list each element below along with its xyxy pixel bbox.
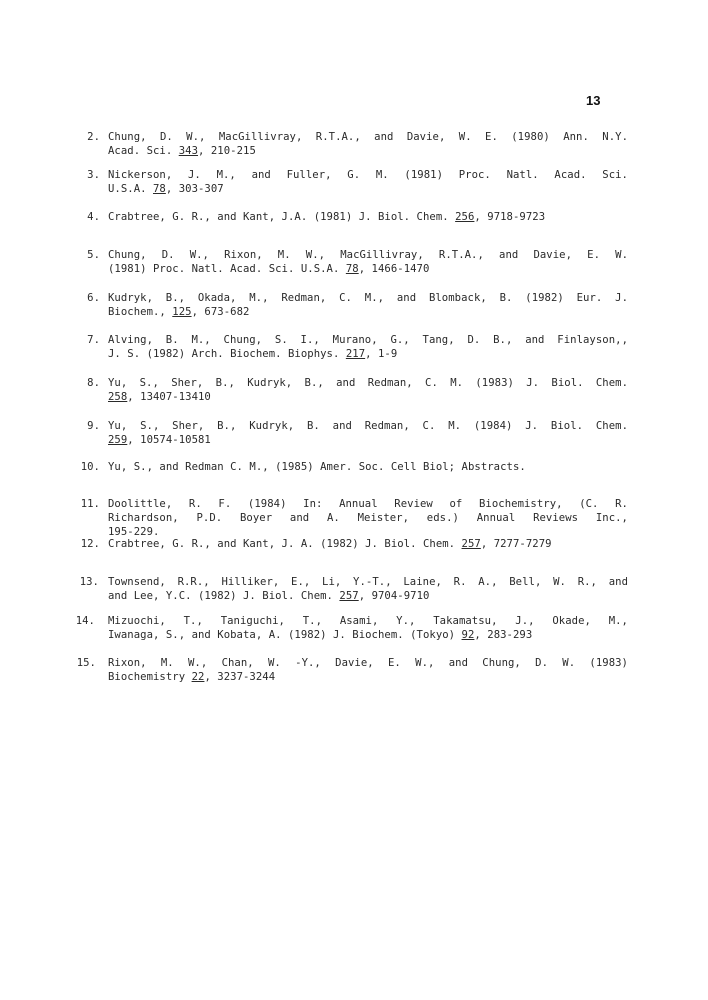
reference-text: , 3237-3244 <box>204 671 276 683</box>
reference-text: Nickerson, J. M., and Fuller, G. M. (1981) Proc. Natl. Acad. Sci. <box>108 169 628 181</box>
volume-number: 256 <box>455 211 475 223</box>
reference-line <box>108 376 628 390</box>
reference-entry <box>87 210 628 224</box>
reference-number: 2. <box>87 131 100 143</box>
reference-text: 195-229. <box>108 526 160 538</box>
reference-text: , 9704-9710 <box>358 590 430 602</box>
reference-entry <box>75 614 628 642</box>
reference-entry <box>80 537 628 551</box>
reference-line <box>108 628 628 642</box>
reference-number: 12. <box>80 538 100 550</box>
reference-entry <box>87 291 628 319</box>
reference-entry <box>80 497 628 539</box>
reference-text: Iwanaga, S., and Kobata, A. (1982) J. Biochem. (Tokyo) <box>108 629 462 641</box>
reference-text: Acad. Sci. <box>108 145 179 157</box>
reference-line <box>108 333 628 347</box>
reference-line <box>108 656 628 670</box>
volume-number: 257 <box>339 590 359 602</box>
reference-line <box>108 497 628 511</box>
reference-number: 6. <box>87 292 100 304</box>
reference-line <box>108 419 628 433</box>
reference-line <box>108 670 628 684</box>
reference-text: Biochemistry <box>108 671 192 683</box>
reference-entry <box>87 130 628 158</box>
reference-line <box>108 262 628 276</box>
reference-text: , 1466-1470 <box>358 263 430 275</box>
reference-text: , 210-215 <box>198 145 256 157</box>
volume-number: 22 <box>191 671 205 683</box>
reference-text: Townsend, R.R., Hilliker, E., Li, Y.-T., Laine, R. A., Bell, W. R., and <box>108 576 628 588</box>
reference-entry <box>87 168 628 196</box>
reference-line <box>108 144 628 158</box>
reference-text: , 283-293 <box>474 629 533 641</box>
reference-text: , 7277-7279 <box>480 538 552 550</box>
volume-number: 258 <box>108 391 128 403</box>
reference-number: 10. <box>80 461 100 473</box>
reference-line <box>108 433 628 447</box>
reference-text: Rixon, M. W., Chan, W. -Y., Davie, E. W., and Chung, D. W. (1983) <box>108 657 628 669</box>
volume-number: 78 <box>153 183 166 195</box>
reference-entry <box>87 333 628 361</box>
reference-text: U.S.A. <box>108 183 153 195</box>
reference-number: 13. <box>79 576 99 588</box>
reference-number: 5. <box>87 249 100 261</box>
reference-text: , 10574-10581 <box>127 434 211 446</box>
reference-number: 4. <box>87 211 100 223</box>
reference-entry <box>76 656 628 684</box>
reference-text: Yu, S., Sher, B., Kudryk, B. and Redman, C. M. (1984) J. Biol. Chem. <box>108 420 628 432</box>
reference-number: 8. <box>87 377 100 389</box>
volume-number: 217 <box>345 348 366 360</box>
reference-number: 15. <box>76 657 96 669</box>
volume-number: 343 <box>178 145 199 157</box>
volume-number: 257 <box>461 538 481 550</box>
reference-text: J. S. (1982) Arch. Biochem. Biophys. <box>108 348 346 360</box>
reference-text: Doolittle, R. F. (1984) In: Annual Review of Biochemistry, (C. R. <box>108 498 628 510</box>
reference-line <box>108 130 628 144</box>
reference-text: , 1-9 <box>365 348 398 360</box>
reference-text: Crabtree, G. R., and Kant, J.A. (1981) J. Biol. Chem. <box>108 211 456 223</box>
page-number: 13 <box>586 93 601 108</box>
reference-text: Crabtree, G. R., and Kant, J. A. (1982) J. Biol. Chem. <box>108 538 462 550</box>
reference-text: Yu, S., and Redman C. M., (1985) Amer. Soc. Cell Biol; Abstracts. <box>108 461 526 473</box>
reference-entry <box>87 248 628 276</box>
volume-number: 125 <box>172 306 192 318</box>
reference-line <box>108 210 628 224</box>
reference-line <box>108 347 628 361</box>
reference-entry <box>80 460 628 474</box>
reference-line <box>108 248 628 262</box>
reference-text: , 303-307 <box>165 183 224 195</box>
volume-number: 259 <box>108 434 128 446</box>
reference-number: 14. <box>75 615 95 627</box>
reference-number: 7. <box>87 334 100 346</box>
reference-number: 9. <box>87 420 100 432</box>
reference-text: Chung, D. W., Rixon, M. W., MacGillivray, R.T.A., and Davie, E. W. <box>108 249 628 261</box>
reference-text: Richardson, P.D. Boyer and A. Meister, eds.) Annual Reviews Inc., <box>108 512 628 524</box>
reference-line <box>108 575 628 589</box>
reference-text: Chung, D. W., MacGillivray, R.T.A., and Davie, W. E. (1980) Ann. N.Y. <box>108 131 628 143</box>
reference-entry <box>87 419 628 447</box>
reference-line <box>108 168 628 182</box>
reference-entry <box>87 376 628 404</box>
reference-text: , 9718-9723 <box>474 211 546 223</box>
reference-line <box>108 390 628 404</box>
volume-number: 92 <box>461 629 475 641</box>
reference-line <box>108 589 628 603</box>
reference-text: Yu, S., Sher, B., Kudryk, B., and Redman, C. M. (1983) J. Biol. Chem. <box>108 377 628 389</box>
reference-text: , 673-682 <box>191 306 250 318</box>
reference-entry <box>79 575 628 603</box>
reference-text: and Lee, Y.C. (1982) J. Biol. Chem. <box>108 590 340 602</box>
reference-number: 3. <box>87 169 100 181</box>
reference-line <box>108 511 628 525</box>
reference-line <box>108 614 628 628</box>
reference-line <box>108 460 628 474</box>
reference-number: 11. <box>80 498 100 510</box>
reference-line <box>108 291 628 305</box>
reference-text: Biochem., <box>108 306 173 318</box>
reference-text: , 13407-13410 <box>127 391 211 403</box>
reference-text: (1981) Proc. Natl. Acad. Sci. U.S.A. <box>108 263 346 275</box>
reference-text: Mizuochi, T., Taniguchi, T., Asami, Y., Takamatsu, J., Okade, M., <box>108 615 628 627</box>
reference-text: Alving, B. M., Chung, S. I., Murano, G., Tang, D. B., and Finlayson,, <box>108 334 628 346</box>
reference-line <box>108 305 628 319</box>
reference-line <box>108 182 628 196</box>
volume-number: 78 <box>345 263 359 275</box>
reference-line <box>108 537 628 551</box>
reference-text: Kudryk, B., Okada, M., Redman, C. M., and Blomback, B. (1982) Eur. J. <box>108 292 628 304</box>
